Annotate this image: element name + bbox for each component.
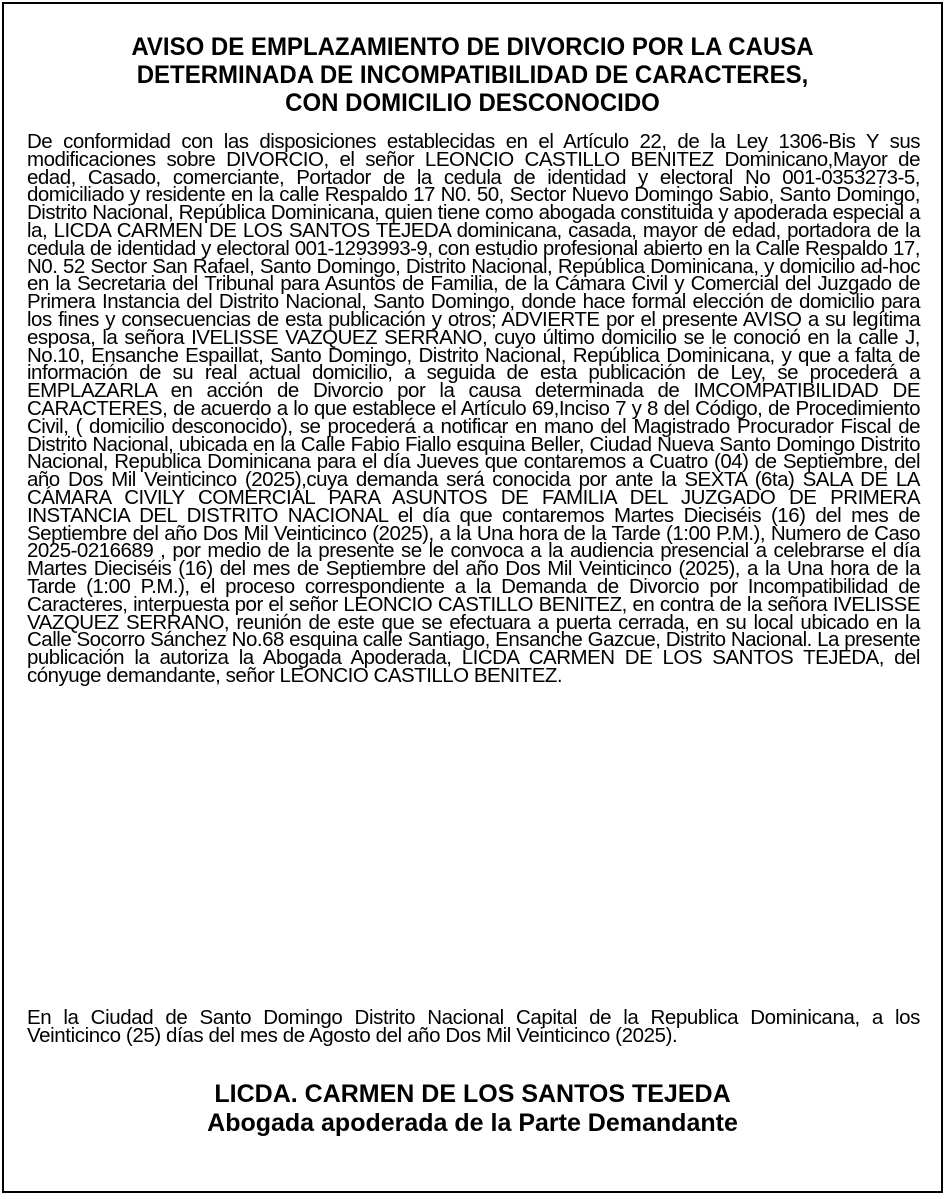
signature-name: LICDA. CARMEN DE LOS SANTOS TEJEDA bbox=[214, 1080, 731, 1108]
title-line-3: CON DOMICILIO DESCONOCIDO bbox=[285, 89, 660, 117]
closing-paragraph bbox=[27, 988, 920, 1066]
notice-body bbox=[27, 130, 920, 687]
signature-block bbox=[30, 1080, 915, 1138]
title-line-1: AVISO DE EMPLAZAMIENTO DE DIVORCIO POR LA CAUSA bbox=[131, 33, 814, 61]
body-paragraph: De conformidad con las disposiciones establecidas en el Artículo 22, de la Ley 1306-Bis Y sus modificaciones sobre DIVORCIO, el señor LEONCIO CASTILLO BENITEZ Dominicano,Mayor de edad, Casado, comerciante, Portador de la cedula de identidad y electoral No 001-0353273-5, domiciliado y residente en la calle Respaldo 17 N0. 50, Sector Nuevo Domingo Sabio, Santo Domingo, Distrito Nacional, República Dominicana, quien tiene como abogada constituida y apoderada especial a la, LICDA CARMEN DE LOS SANTOS TEJEDA dominicana, casada, mayor de edad, portadora de la cedula de identidad y electoral 001-1293993-9, con estudio profesional abierto en la Calle Respaldo 17, N0. 52 Sector San Rafael, Santo Domingo, Distrito Nacional, República Dominicana, y domicilio ad-hoc en la Secretaria del Tribunal para Asuntos de Familia, de la Cámara Civil y Comercial del Juzgado de Primera Instancia del Distrito Nacional, Santo Domingo, donde hace formal elección de domicilio para los fines y consecuencias de esta publicación y otros; ADVIERTE por el presente AVISO a su legítima esposa, la señora IVELISSE VAZQUEZ SERRANO, cuyo último domicilio se le conoció en la calle J, No.10, Ensanche Espaillat, Santo Domingo, Distrito Nacional, República Dominicana, y que a falta de información de su real actual domicilio, a seguida de esta publicación de Ley, se procederá a EMPLAZARLA en acción de Divorcio por la causa determinada de IMCOMPATIBILIDAD DE CARACTERES, de acuerdo a lo que establece el Artículo 69,Inciso 7 y 8 del Código, de Procedimiento Civil, ( domicilio desconocido), se procederá a notificar en mano del Magistrado Procurador Fiscal de Distrito Nacional, ubicada en la Calle Fabio Fiallo esquina Beller, Ciudad Nueva Santo Domingo Distrito Nacional, Republica Dominicana para el día Jueves que contaremos a Cuatro (04) de Septiembre, del año Dos Mil Veinticinco (2025),cuya demanda será conocida por ante la SEXTA (6ta) SALA DE LA CÁMARA CIVILY COMERCIAL PARA ASUNTOS DE FAMILIA DEL JUZGADO DE PRIMERA INSTANCIA DEL DISTRITO NACIONAL el día que contaremos Martes Dieciséis (16) del mes de Septiembre del año Dos Mil Veinticinco (2025), a la Una hora de la Tarde (1:00 P.M.), Numero de Caso 2025-0216689 , por medio de la presente se le convoca a la audiencia presencial a celebrarse el día Martes Dieciséis (16) del mes de Septiembre del año Dos Mil Veinticinco (2025), a la Una hora de la Tarde (1:00 P.M.), el proceso correspondiente a la Demanda de Divorcio por Incompatibilidad de Caracteres, interpuesta por el señor LEONCIO CASTILLO BENITEZ, en contra de la señora IVELISSE VAZQUEZ SERRANO, reunión de este que se efectuara a puerta cerrada, en su local ubicado en la Calle Socorro Sánchez No.68 esquina calle Santiago, Ensanche Gazcue, Distrito Nacional. La presente publicación la autoriza la Abogada Apoderada, LICDA CARMEN DE LOS SANTOS TEJEDA, del cónyuge demandante, señor LEONCIO CASTILLO BENITEZ. bbox=[27, 130, 920, 687]
title-line-2: DETERMINADA DE INCOMPATIBILIDAD DE CARACTERES, bbox=[136, 61, 809, 89]
signature-role: Abogada apoderada de la Parte Demandante bbox=[207, 1109, 738, 1137]
closing-text: En la Ciudad de Santo Domingo Distrito Nacional Capital de la Republica Dominicana, a los Veinticinco (25) días del mes de Agosto del año Dos Mil Veinticinco (2025). bbox=[27, 1005, 920, 1047]
notice-title bbox=[48, 33, 898, 117]
